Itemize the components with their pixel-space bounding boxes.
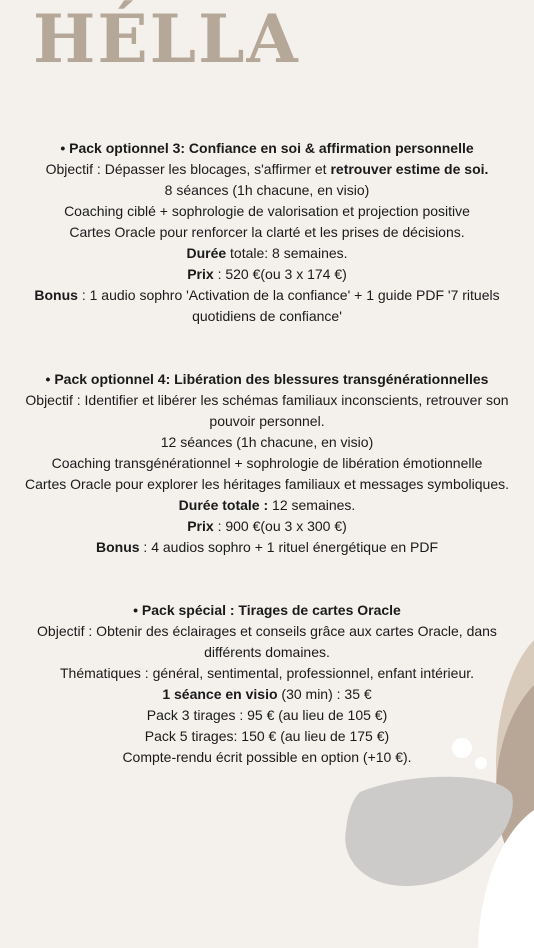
report-line: Compte-rendu écrit possible en option (+10 €). xyxy=(122,749,412,765)
price-line xyxy=(0,264,534,285)
objective-line: Objectif : Obtenir des éclairages et conseils grâce aux cartes Oracle, dans différents domaines. xyxy=(37,623,497,660)
coaching-line: Coaching ciblé + sophrologie de valorisation et projection positive xyxy=(64,203,470,219)
duration-label: Durée xyxy=(186,245,227,261)
objective-highlight: retrouver estime de soi. xyxy=(330,161,489,177)
duration-label: Durée totale : xyxy=(178,497,269,513)
brand-logo: HÉLLA xyxy=(33,0,300,78)
oracle-line: Cartes Oracle pour renforcer la clarté et les prises de décisions. xyxy=(69,224,465,240)
white-petal-shape xyxy=(478,810,534,948)
pack-transgenerationnel-section xyxy=(0,369,534,558)
duration-value: 12 semaines. xyxy=(268,497,356,513)
sessions-line: 12 séances (1h chacune, en visio) xyxy=(160,434,374,450)
bonus-label: Bonus xyxy=(95,539,140,555)
oracle-line: Cartes Oracle pour explorer les héritages familiaux et messages symboliques. xyxy=(25,476,509,492)
duration-value: totale: 8 semaines. xyxy=(226,245,348,261)
bonus-value: : 4 audios sophro + 1 rituel énergétique en PDF xyxy=(139,539,439,555)
objective-line xyxy=(0,159,534,180)
pack-oracle-section xyxy=(0,600,534,768)
duration-line xyxy=(0,495,534,516)
session-value: (30 min) : 35 € xyxy=(277,686,372,702)
price-value: : 520 €(ou 3 x 174 €) xyxy=(213,266,347,282)
price-value: : 900 €(ou 3 x 300 €) xyxy=(213,518,347,534)
session-price-line xyxy=(0,684,534,705)
bonus-line xyxy=(0,537,534,558)
section-title: • Pack spécial : Tirages de cartes Oracle xyxy=(133,602,401,618)
bonus-line xyxy=(0,285,534,327)
objective-text: Objectif : Dépasser les blocages, s'affirmer et xyxy=(45,161,331,177)
themes-line: Thématiques : général, sentimental, professionnel, enfant intérieur. xyxy=(59,665,475,681)
section-title: • Pack optionnel 4: Libération des blessures transgénérationnelles xyxy=(45,371,489,387)
price-line xyxy=(0,516,534,537)
objective-line: Objectif : Identifier et libérer les schémas familiaux inconscients, retrouver son pouvoir personnel. xyxy=(25,392,509,429)
pack3-line: Pack 3 tirages : 95 € (au lieu de 105 €) xyxy=(146,707,388,723)
bonus-value: : 1 audio sophro 'Activation de la confiance' + 1 guide PDF '7 rituels quotidiens de confiance' xyxy=(77,287,500,324)
grey-blob-shape xyxy=(345,777,513,886)
coaching-line: Coaching transgénérationnel + sophrologie de libération émotionnelle xyxy=(51,455,483,471)
sessions-line: 8 séances (1h chacune, en visio) xyxy=(164,182,370,198)
pack-confiance-section xyxy=(0,138,534,327)
pack5-line: Pack 5 tirages: 150 € (au lieu de 175 €) xyxy=(144,728,390,744)
session-label: 1 séance en visio xyxy=(162,686,278,702)
section-title: • Pack optionnel 3: Confiance en soi & affirmation personnelle xyxy=(60,140,474,156)
duration-line xyxy=(0,243,534,264)
price-label: Prix xyxy=(187,518,214,534)
price-label: Prix xyxy=(187,266,214,282)
bonus-label: Bonus xyxy=(34,287,78,303)
